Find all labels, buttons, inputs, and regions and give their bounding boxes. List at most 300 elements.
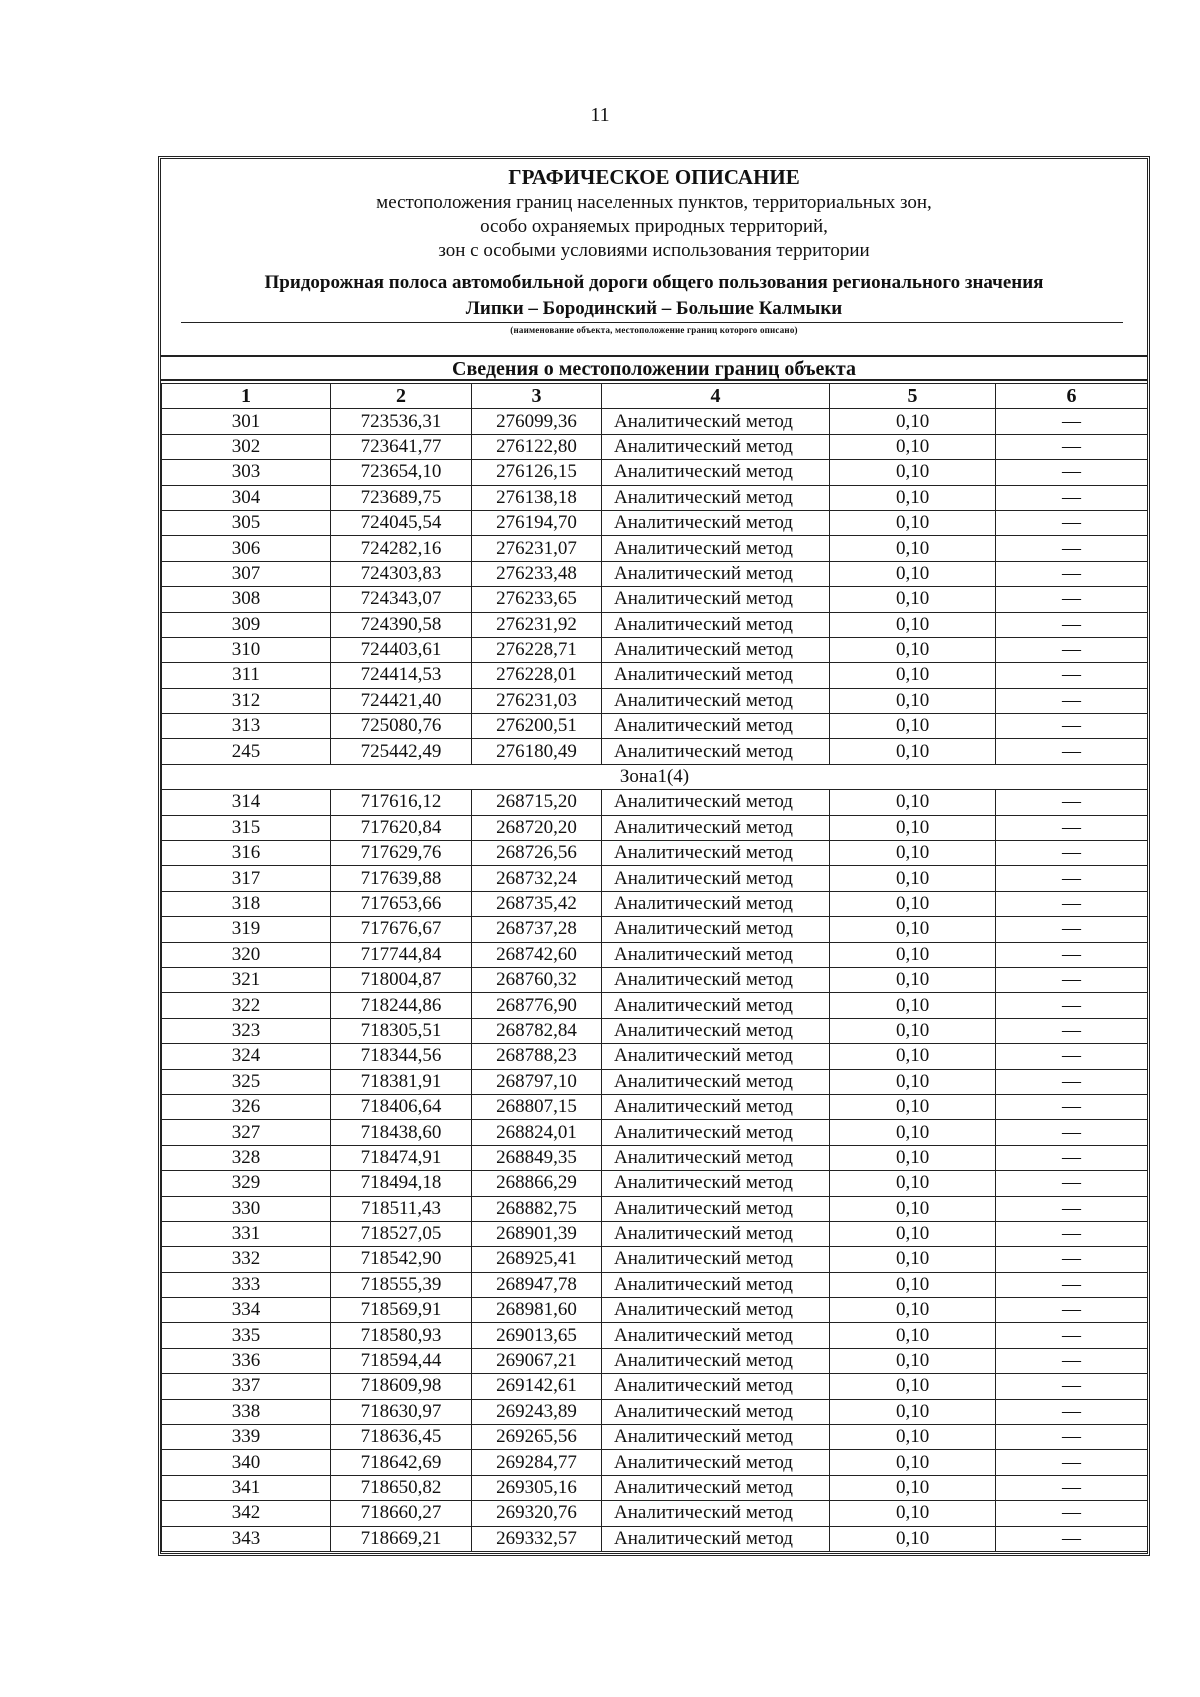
method-cell: Аналитический метод bbox=[602, 612, 830, 637]
y-coordinate-cell: 269265,56 bbox=[472, 1425, 602, 1450]
method-cell: Аналитический метод bbox=[602, 1171, 830, 1196]
description-cell: — bbox=[996, 1069, 1148, 1094]
point-number-cell: 312 bbox=[162, 688, 331, 713]
x-coordinate-cell: 718650,82 bbox=[331, 1475, 472, 1500]
y-coordinate-cell: 269320,76 bbox=[472, 1501, 602, 1526]
x-coordinate-cell: 724414,53 bbox=[331, 663, 472, 688]
table-row bbox=[162, 561, 1148, 586]
description-cell: — bbox=[996, 536, 1148, 561]
method-cell: Аналитический метод bbox=[602, 1526, 830, 1551]
x-coordinate-cell: 725442,49 bbox=[331, 739, 472, 764]
method-cell: Аналитический метод bbox=[602, 1196, 830, 1221]
description-cell: — bbox=[996, 637, 1148, 662]
x-coordinate-cell: 717744,84 bbox=[331, 942, 472, 967]
accuracy-cell: 0,10 bbox=[830, 1247, 996, 1272]
description-cell: — bbox=[996, 714, 1148, 739]
accuracy-cell: 0,10 bbox=[830, 1094, 996, 1119]
method-cell: Аналитический метод bbox=[602, 1450, 830, 1475]
y-coordinate-cell: 268788,23 bbox=[472, 1044, 602, 1069]
point-number-cell: 340 bbox=[162, 1450, 331, 1475]
table-row bbox=[162, 739, 1148, 764]
method-cell: Аналитический метод bbox=[602, 993, 830, 1018]
object-caption: (наименование объекта, местоположение границ которого описано) bbox=[510, 325, 798, 335]
x-coordinate-cell: 718511,43 bbox=[331, 1196, 472, 1221]
y-coordinate-cell: 276228,71 bbox=[472, 637, 602, 662]
accuracy-cell: 0,10 bbox=[830, 1399, 996, 1424]
description-cell: — bbox=[996, 688, 1148, 713]
description-cell: — bbox=[996, 891, 1148, 916]
description-cell: — bbox=[996, 1475, 1148, 1500]
zone-row bbox=[162, 764, 1148, 789]
description-cell: — bbox=[996, 993, 1148, 1018]
table-row bbox=[162, 1526, 1148, 1551]
y-coordinate-cell: 276122,80 bbox=[472, 434, 602, 459]
y-coordinate-cell: 268726,56 bbox=[472, 841, 602, 866]
accuracy-cell: 0,10 bbox=[830, 714, 996, 739]
method-cell: Аналитический метод bbox=[602, 1475, 830, 1500]
y-coordinate-cell: 268760,32 bbox=[472, 967, 602, 992]
method-cell: Аналитический метод bbox=[602, 663, 830, 688]
accuracy-cell: 0,10 bbox=[830, 510, 996, 535]
accuracy-cell: 0,10 bbox=[830, 1171, 996, 1196]
method-cell: Аналитический метод bbox=[602, 1425, 830, 1450]
point-number-cell: 329 bbox=[162, 1171, 331, 1196]
subtitle-line-3: зон с особыми условиями использования территории bbox=[438, 240, 870, 261]
accuracy-cell: 0,10 bbox=[830, 1425, 996, 1450]
point-number-cell: 310 bbox=[162, 637, 331, 662]
method-cell: Аналитический метод bbox=[602, 1120, 830, 1145]
table-row bbox=[162, 612, 1148, 637]
method-cell: Аналитический метод bbox=[602, 1272, 830, 1297]
table-row bbox=[162, 1120, 1148, 1145]
x-coordinate-cell: 723654,10 bbox=[331, 460, 472, 485]
description-cell: — bbox=[996, 815, 1148, 840]
point-number-cell: 319 bbox=[162, 917, 331, 942]
y-coordinate-cell: 268901,39 bbox=[472, 1221, 602, 1246]
table-row bbox=[162, 1323, 1148, 1348]
table-row bbox=[162, 841, 1148, 866]
y-coordinate-cell: 268732,24 bbox=[472, 866, 602, 891]
table-row bbox=[162, 917, 1148, 942]
section-title: Сведения о местоположении границ объекта bbox=[161, 355, 1147, 381]
x-coordinate-cell: 718569,91 bbox=[331, 1298, 472, 1323]
accuracy-cell: 0,10 bbox=[830, 1196, 996, 1221]
point-number-cell: 302 bbox=[162, 434, 331, 459]
point-number-cell: 332 bbox=[162, 1247, 331, 1272]
object-route: Липки – Бородинский – Большие Калмыки bbox=[465, 298, 843, 319]
description-cell: — bbox=[996, 1018, 1148, 1043]
accuracy-cell: 0,10 bbox=[830, 917, 996, 942]
y-coordinate-cell: 269332,57 bbox=[472, 1526, 602, 1551]
description-cell: — bbox=[996, 1094, 1148, 1119]
table-row bbox=[162, 409, 1148, 434]
table-row bbox=[162, 536, 1148, 561]
y-coordinate-cell: 276233,48 bbox=[472, 561, 602, 586]
method-cell: Аналитический метод bbox=[602, 1323, 830, 1348]
y-coordinate-cell: 276200,51 bbox=[472, 714, 602, 739]
x-coordinate-cell: 717676,67 bbox=[331, 917, 472, 942]
accuracy-cell: 0,10 bbox=[830, 1272, 996, 1297]
table-row bbox=[162, 663, 1148, 688]
x-coordinate-cell: 718555,39 bbox=[331, 1272, 472, 1297]
method-cell: Аналитический метод bbox=[602, 891, 830, 916]
point-number-cell: 330 bbox=[162, 1196, 331, 1221]
method-cell: Аналитический метод bbox=[602, 536, 830, 561]
y-coordinate-cell: 276180,49 bbox=[472, 739, 602, 764]
x-coordinate-cell: 718609,98 bbox=[331, 1374, 472, 1399]
description-cell: — bbox=[996, 1374, 1148, 1399]
x-coordinate-cell: 718004,87 bbox=[331, 967, 472, 992]
description-cell: — bbox=[996, 1120, 1148, 1145]
document-frame bbox=[158, 156, 1150, 1556]
accuracy-cell: 0,10 bbox=[830, 866, 996, 891]
y-coordinate-cell: 269243,89 bbox=[472, 1399, 602, 1424]
table-row bbox=[162, 1374, 1148, 1399]
point-number-cell: 305 bbox=[162, 510, 331, 535]
y-coordinate-cell: 268735,42 bbox=[472, 891, 602, 916]
y-coordinate-cell: 269067,21 bbox=[472, 1348, 602, 1373]
table-row bbox=[162, 790, 1148, 815]
method-cell: Аналитический метод bbox=[602, 460, 830, 485]
y-coordinate-cell: 268849,35 bbox=[472, 1145, 602, 1170]
point-number-cell: 334 bbox=[162, 1298, 331, 1323]
description-cell: — bbox=[996, 485, 1148, 510]
x-coordinate-cell: 718244,86 bbox=[331, 993, 472, 1018]
x-coordinate-cell: 724282,16 bbox=[331, 536, 472, 561]
accuracy-cell: 0,10 bbox=[830, 1069, 996, 1094]
x-coordinate-cell: 718636,45 bbox=[331, 1425, 472, 1450]
table-row bbox=[162, 714, 1148, 739]
description-cell: — bbox=[996, 1425, 1148, 1450]
y-coordinate-cell: 268882,75 bbox=[472, 1196, 602, 1221]
method-cell: Аналитический метод bbox=[602, 510, 830, 535]
x-coordinate-cell: 718344,56 bbox=[331, 1044, 472, 1069]
accuracy-cell: 0,10 bbox=[830, 485, 996, 510]
description-cell: — bbox=[996, 1145, 1148, 1170]
table-row bbox=[162, 866, 1148, 891]
table-row bbox=[162, 815, 1148, 840]
table-row bbox=[162, 1044, 1148, 1069]
method-cell: Аналитический метод bbox=[602, 561, 830, 586]
method-cell: Аналитический метод bbox=[602, 967, 830, 992]
accuracy-cell: 0,10 bbox=[830, 688, 996, 713]
point-number-cell: 309 bbox=[162, 612, 331, 637]
point-number-cell: 322 bbox=[162, 993, 331, 1018]
x-coordinate-cell: 718494,18 bbox=[331, 1171, 472, 1196]
accuracy-cell: 0,10 bbox=[830, 790, 996, 815]
x-coordinate-cell: 724303,83 bbox=[331, 561, 472, 586]
x-coordinate-cell: 718642,69 bbox=[331, 1450, 472, 1475]
x-coordinate-cell: 724403,61 bbox=[331, 637, 472, 662]
x-coordinate-cell: 723536,31 bbox=[331, 409, 472, 434]
table-row bbox=[162, 1348, 1148, 1373]
point-number-cell: 343 bbox=[162, 1526, 331, 1551]
description-cell: — bbox=[996, 434, 1148, 459]
description-cell: — bbox=[996, 409, 1148, 434]
point-number-cell: 338 bbox=[162, 1399, 331, 1424]
accuracy-cell: 0,10 bbox=[830, 1374, 996, 1399]
accuracy-cell: 0,10 bbox=[830, 942, 996, 967]
method-cell: Аналитический метод bbox=[602, 1247, 830, 1272]
method-cell: Аналитический метод bbox=[602, 637, 830, 662]
x-coordinate-cell: 718381,91 bbox=[331, 1069, 472, 1094]
description-cell: — bbox=[996, 790, 1148, 815]
description-cell: — bbox=[996, 1399, 1148, 1424]
point-number-cell: 318 bbox=[162, 891, 331, 916]
accuracy-cell: 0,10 bbox=[830, 1221, 996, 1246]
point-number-cell: 308 bbox=[162, 587, 331, 612]
y-coordinate-cell: 268776,90 bbox=[472, 993, 602, 1018]
description-cell: — bbox=[996, 1272, 1148, 1297]
table-row bbox=[162, 1501, 1148, 1526]
description-cell: — bbox=[996, 1044, 1148, 1069]
table-row bbox=[162, 891, 1148, 916]
description-cell: — bbox=[996, 1323, 1148, 1348]
method-cell: Аналитический метод bbox=[602, 942, 830, 967]
point-number-cell: 336 bbox=[162, 1348, 331, 1373]
method-cell: Аналитический метод bbox=[602, 714, 830, 739]
y-coordinate-cell: 276099,36 bbox=[472, 409, 602, 434]
description-cell: — bbox=[996, 1526, 1148, 1551]
x-coordinate-cell: 718438,60 bbox=[331, 1120, 472, 1145]
point-number-cell: 331 bbox=[162, 1221, 331, 1246]
y-coordinate-cell: 268715,20 bbox=[472, 790, 602, 815]
method-cell: Аналитический метод bbox=[602, 1501, 830, 1526]
x-coordinate-cell: 717620,84 bbox=[331, 815, 472, 840]
description-cell: — bbox=[996, 587, 1148, 612]
x-coordinate-cell: 724045,54 bbox=[331, 510, 472, 535]
x-coordinate-cell: 718542,90 bbox=[331, 1247, 472, 1272]
column-header: 6 bbox=[996, 384, 1148, 409]
accuracy-cell: 0,10 bbox=[830, 612, 996, 637]
x-coordinate-cell: 718669,21 bbox=[331, 1526, 472, 1551]
point-number-cell: 301 bbox=[162, 409, 331, 434]
table-row bbox=[162, 688, 1148, 713]
table-row bbox=[162, 1450, 1148, 1475]
y-coordinate-cell: 268720,20 bbox=[472, 815, 602, 840]
description-cell: — bbox=[996, 1298, 1148, 1323]
accuracy-cell: 0,10 bbox=[830, 587, 996, 612]
point-number-cell: 317 bbox=[162, 866, 331, 891]
point-number-cell: 326 bbox=[162, 1094, 331, 1119]
zone-label: Зона1(4) bbox=[162, 764, 1148, 789]
method-cell: Аналитический метод bbox=[602, 485, 830, 510]
method-cell: Аналитический метод bbox=[602, 587, 830, 612]
point-number-cell: 313 bbox=[162, 714, 331, 739]
description-cell: — bbox=[996, 510, 1148, 535]
point-number-cell: 304 bbox=[162, 485, 331, 510]
method-cell: Аналитический метод bbox=[602, 917, 830, 942]
y-coordinate-cell: 268737,28 bbox=[472, 917, 602, 942]
x-coordinate-cell: 717629,76 bbox=[331, 841, 472, 866]
point-number-cell: 245 bbox=[162, 739, 331, 764]
description-cell: — bbox=[996, 460, 1148, 485]
description-cell: — bbox=[996, 739, 1148, 764]
point-number-cell: 311 bbox=[162, 663, 331, 688]
column-header: 4 bbox=[602, 384, 830, 409]
table-row bbox=[162, 1475, 1148, 1500]
y-coordinate-cell: 268807,15 bbox=[472, 1094, 602, 1119]
point-number-cell: 342 bbox=[162, 1501, 331, 1526]
method-cell: Аналитический метод bbox=[602, 1298, 830, 1323]
accuracy-cell: 0,10 bbox=[830, 460, 996, 485]
accuracy-cell: 0,10 bbox=[830, 841, 996, 866]
description-cell: — bbox=[996, 1450, 1148, 1475]
point-number-cell: 325 bbox=[162, 1069, 331, 1094]
x-coordinate-cell: 718527,05 bbox=[331, 1221, 472, 1246]
point-number-cell: 315 bbox=[162, 815, 331, 840]
point-number-cell: 323 bbox=[162, 1018, 331, 1043]
description-cell: — bbox=[996, 1196, 1148, 1221]
accuracy-cell: 0,10 bbox=[830, 1526, 996, 1551]
method-cell: Аналитический метод bbox=[602, 1374, 830, 1399]
method-cell: Аналитический метод bbox=[602, 1399, 830, 1424]
y-coordinate-cell: 269142,61 bbox=[472, 1374, 602, 1399]
method-cell: Аналитический метод bbox=[602, 1018, 830, 1043]
y-coordinate-cell: 276231,03 bbox=[472, 688, 602, 713]
accuracy-cell: 0,10 bbox=[830, 1450, 996, 1475]
x-coordinate-cell: 718580,93 bbox=[331, 1323, 472, 1348]
accuracy-cell: 0,10 bbox=[830, 1298, 996, 1323]
table-row bbox=[162, 1247, 1148, 1272]
column-header: 5 bbox=[830, 384, 996, 409]
table-row bbox=[162, 967, 1148, 992]
accuracy-cell: 0,10 bbox=[830, 536, 996, 561]
table-row bbox=[162, 1399, 1148, 1424]
accuracy-cell: 0,10 bbox=[830, 1120, 996, 1145]
description-cell: — bbox=[996, 561, 1148, 586]
page-number: 11 bbox=[590, 104, 610, 126]
point-number-cell: 327 bbox=[162, 1120, 331, 1145]
y-coordinate-cell: 269013,65 bbox=[472, 1323, 602, 1348]
coordinates-table bbox=[161, 383, 1148, 1552]
accuracy-cell: 0,10 bbox=[830, 993, 996, 1018]
accuracy-cell: 0,10 bbox=[830, 409, 996, 434]
column-header: 2 bbox=[331, 384, 472, 409]
subtitle-line-1: местоположения границ населенных пунктов, территориальных зон, bbox=[376, 192, 932, 213]
method-cell: Аналитический метод bbox=[602, 866, 830, 891]
x-coordinate-cell: 718474,91 bbox=[331, 1145, 472, 1170]
point-number-cell: 316 bbox=[162, 841, 331, 866]
table-row bbox=[162, 637, 1148, 662]
table-row bbox=[162, 1196, 1148, 1221]
method-cell: Аналитический метод bbox=[602, 1094, 830, 1119]
description-cell: — bbox=[996, 612, 1148, 637]
name-underline bbox=[181, 322, 1123, 323]
description-cell: — bbox=[996, 866, 1148, 891]
description-cell: — bbox=[996, 917, 1148, 942]
accuracy-cell: 0,10 bbox=[830, 815, 996, 840]
y-coordinate-cell: 276126,15 bbox=[472, 460, 602, 485]
x-coordinate-cell: 724390,58 bbox=[331, 612, 472, 637]
table-row bbox=[162, 1272, 1148, 1297]
description-cell: — bbox=[996, 841, 1148, 866]
x-coordinate-cell: 718594,44 bbox=[331, 1348, 472, 1373]
header-block bbox=[161, 159, 1147, 355]
y-coordinate-cell: 268866,29 bbox=[472, 1171, 602, 1196]
accuracy-cell: 0,10 bbox=[830, 1044, 996, 1069]
description-cell: — bbox=[996, 1247, 1148, 1272]
y-coordinate-cell: 268797,10 bbox=[472, 1069, 602, 1094]
y-coordinate-cell: 269284,77 bbox=[472, 1450, 602, 1475]
table-row bbox=[162, 1425, 1148, 1450]
point-number-cell: 314 bbox=[162, 790, 331, 815]
y-coordinate-cell: 268782,84 bbox=[472, 1018, 602, 1043]
point-number-cell: 337 bbox=[162, 1374, 331, 1399]
accuracy-cell: 0,10 bbox=[830, 637, 996, 662]
table-row bbox=[162, 942, 1148, 967]
y-coordinate-cell: 269305,16 bbox=[472, 1475, 602, 1500]
y-coordinate-cell: 276233,65 bbox=[472, 587, 602, 612]
accuracy-cell: 0,10 bbox=[830, 967, 996, 992]
table-row bbox=[162, 460, 1148, 485]
x-coordinate-cell: 724343,07 bbox=[331, 587, 472, 612]
method-cell: Аналитический метод bbox=[602, 1348, 830, 1373]
accuracy-cell: 0,10 bbox=[830, 739, 996, 764]
table-row bbox=[162, 1018, 1148, 1043]
x-coordinate-cell: 717653,66 bbox=[331, 891, 472, 916]
table-row bbox=[162, 993, 1148, 1018]
point-number-cell: 328 bbox=[162, 1145, 331, 1170]
table-row bbox=[162, 434, 1148, 459]
y-coordinate-cell: 268742,60 bbox=[472, 942, 602, 967]
x-coordinate-cell: 718630,97 bbox=[331, 1399, 472, 1424]
method-cell: Аналитический метод bbox=[602, 688, 830, 713]
x-coordinate-cell: 718305,51 bbox=[331, 1018, 472, 1043]
method-cell: Аналитический метод bbox=[602, 434, 830, 459]
y-coordinate-cell: 268824,01 bbox=[472, 1120, 602, 1145]
table-body bbox=[162, 409, 1148, 1552]
accuracy-cell: 0,10 bbox=[830, 1348, 996, 1373]
accuracy-cell: 0,10 bbox=[830, 1145, 996, 1170]
y-coordinate-cell: 268947,78 bbox=[472, 1272, 602, 1297]
table-row bbox=[162, 1298, 1148, 1323]
y-coordinate-cell: 276231,92 bbox=[472, 612, 602, 637]
point-number-cell: 324 bbox=[162, 1044, 331, 1069]
table-header-row bbox=[162, 384, 1148, 409]
table-row bbox=[162, 1094, 1148, 1119]
description-cell: — bbox=[996, 967, 1148, 992]
method-cell: Аналитический метод bbox=[602, 1145, 830, 1170]
subtitle-line-2: особо охраняемых природных территорий, bbox=[480, 216, 828, 237]
accuracy-cell: 0,10 bbox=[830, 434, 996, 459]
method-cell: Аналитический метод bbox=[602, 1069, 830, 1094]
y-coordinate-cell: 268981,60 bbox=[472, 1298, 602, 1323]
table-row bbox=[162, 1221, 1148, 1246]
y-coordinate-cell: 276194,70 bbox=[472, 510, 602, 535]
point-number-cell: 306 bbox=[162, 536, 331, 561]
table-row bbox=[162, 510, 1148, 535]
x-coordinate-cell: 718406,64 bbox=[331, 1094, 472, 1119]
accuracy-cell: 0,10 bbox=[830, 1018, 996, 1043]
accuracy-cell: 0,10 bbox=[830, 663, 996, 688]
table-row bbox=[162, 587, 1148, 612]
description-cell: — bbox=[996, 1221, 1148, 1246]
accuracy-cell: 0,10 bbox=[830, 1501, 996, 1526]
point-number-cell: 307 bbox=[162, 561, 331, 586]
table-row bbox=[162, 1069, 1148, 1094]
x-coordinate-cell: 718660,27 bbox=[331, 1501, 472, 1526]
point-number-cell: 320 bbox=[162, 942, 331, 967]
table-row bbox=[162, 485, 1148, 510]
method-cell: Аналитический метод bbox=[602, 1044, 830, 1069]
y-coordinate-cell: 268925,41 bbox=[472, 1247, 602, 1272]
point-number-cell: 303 bbox=[162, 460, 331, 485]
point-number-cell: 321 bbox=[162, 967, 331, 992]
table-row bbox=[162, 1145, 1148, 1170]
y-coordinate-cell: 276231,07 bbox=[472, 536, 602, 561]
method-cell: Аналитический метод bbox=[602, 1221, 830, 1246]
